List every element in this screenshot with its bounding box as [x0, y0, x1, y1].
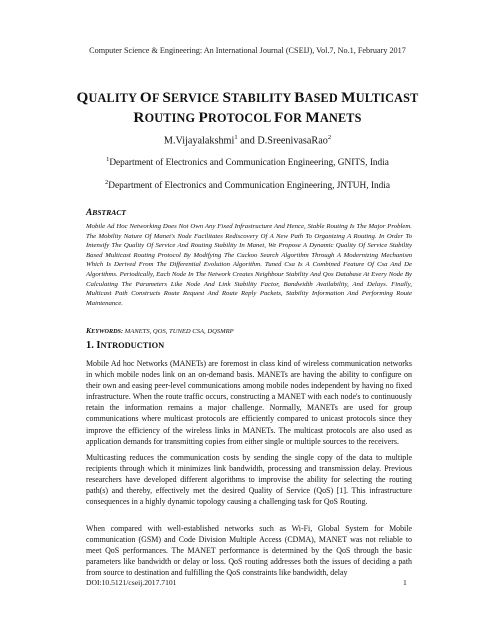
title-smallcaps: UALITY: [88, 91, 140, 105]
title-cap: P: [198, 109, 208, 126]
title-smallcaps: TABILITY: [231, 91, 295, 105]
body-paragraph: Mobile Ad hoc Networks (MANETs) are foremost in class kind of wireless communication networks in which mobile nodes link on an on-demand basis. MANETs are having the ability to configure on their own and easing peer-level communications among mobile nodes independent by having no fixed infrastructure. When the route traffic occurs, constructing a MANET with each node's to continuously retain the information remains a major challenge. Normally, MANETs are used for group communications where multicast protocols are efficiently compared to unicast protocols since they improve the efficiency of the wireless links in MANETs. The multicast protocols are also used as application demands for transmitting copies from either single or multiple sources to the receivers.: [86, 359, 412, 446]
title-cap: F: [274, 109, 284, 126]
author-line: [0, 134, 495, 146]
keywords-line: [86, 326, 234, 335]
abstract-heading-cap: A: [86, 208, 93, 218]
abstract-heading: [86, 208, 126, 218]
affiliation-1: [0, 156, 495, 168]
body-paragraph: When compared with well-established networks such as Wi-Fi, Global System for Mobile communication (GSM) and Code Division Multiple Access (CDMA), MANET was not reliable to meet QoS performances. The MANET performance is determined by the QoS through the basic parameters like bandwidth or delay or loss. QoS routing addresses both the issues of deciding a path from source to destination and fulfilling the QoS constraints like bandwidth, delay: [86, 524, 412, 578]
body-paragraph: Multicasting reduces the communication costs by sending the single copy of the data to multiple recipients through which it minimizes link bandwidth, processing and transmission delay. Previous researchers have developed different algorithms to improvise the ability for selecting the routing path(s) and thereby, effectively met the desired Quality of Service (QoS) [1]. This infrastructure consequences in a highly dynamic topology causing a challenging task for QoS Routing.: [86, 453, 412, 507]
title-smallcaps: ANETS: [319, 111, 362, 125]
abstract-heading-smallcaps: BSTRACT: [92, 208, 127, 217]
title-smallcaps: ULTICAST: [355, 91, 419, 105]
affiliation-superscript: 2: [105, 179, 109, 186]
title-smallcaps: F: [151, 91, 163, 105]
title-cap: M: [305, 109, 320, 126]
section-heading-introduction: [86, 340, 164, 351]
author-name: M.Vijayalakshmi: [163, 135, 235, 147]
abstract-text: Mobile Ad Hoc Networking Does Not Own Any Fixed Infrastructure And Hence, Stable Routing Is The Major Problem. The Mobility Nature Of Manet's Node Facilitates Rediscovery Of A New Path To Organizing A Routing. In Order To Intensify The Quality Of Service And Routing Stability In Manet, We Propose A Dynamic Quality Of Service Stability Based Multicast Routing Protocol By Modifying The Cuckoo Search Algorithm Through A Modernizing Mechanism Which Is Derived From The Differential Evolution Algorithm. Tuned Csa Is A Combined Feature Of Csa And De Algorithms. Periodically, Each Node In The Network Creates Neighbour Stability And Qos Database At Every Node By Calculating The Parameters Like Node And Link Stability Factor, Bandwidth Availability, And Delays. Finally, Multicast Path Constructs Route Request And Route Reply Packets, Stability Information And Performing Route Maintenance.: [86, 223, 412, 307]
title-smallcaps: ASED: [304, 91, 342, 105]
affiliation-2: [0, 179, 495, 191]
section-heading-cap: I: [96, 340, 101, 351]
keywords-label-smallcaps: EYWORDS:: [91, 328, 124, 335]
page-number: 1: [403, 578, 407, 587]
running-header: Computer Science & Engineering: An International Journal (CSEIJ), Vol.7, No.1, February 2017: [89, 46, 406, 55]
title-cap: Q: [76, 89, 89, 106]
author-superscript: 1: [234, 134, 238, 141]
title-cap: B: [294, 89, 305, 106]
keywords-list: MANETS, QOS, TUNED CSA, DQSMRP: [123, 328, 234, 335]
title-cap: S: [222, 89, 232, 106]
affiliation-text: Department of Electronics and Communication Engineering, GNITS, India: [109, 158, 389, 169]
title-cap: S: [162, 89, 172, 106]
author-name: D.SreenivasaRao: [257, 135, 328, 147]
affiliation-text: Department of Electronics and Communication Engineering, JNTUH, India: [108, 181, 390, 192]
title-cap: R: [133, 109, 145, 126]
title-line-2: [40, 108, 455, 128]
keywords-label: [86, 326, 123, 335]
author-conjunction: and: [237, 135, 258, 147]
section-heading-smallcaps: NTRODUCTION: [100, 341, 165, 350]
title-line-1: [40, 88, 455, 108]
keywords-label-cap: K: [86, 326, 92, 335]
title-smallcaps: OUTING: [144, 111, 199, 125]
section-number: 1.: [86, 340, 97, 351]
title-smallcaps: ERVICE: [171, 91, 223, 105]
title-smallcaps: OR: [283, 111, 306, 125]
paper-title: [40, 88, 455, 128]
title-smallcaps: ROTOCOL: [207, 111, 274, 125]
affiliation-superscript: 1: [106, 156, 110, 163]
footer-doi: DOI:10.5121/cseij.2017.7101: [86, 578, 177, 587]
title-cap: O: [139, 89, 152, 106]
author-superscript: 2: [327, 134, 332, 141]
title-cap: M: [341, 89, 356, 106]
